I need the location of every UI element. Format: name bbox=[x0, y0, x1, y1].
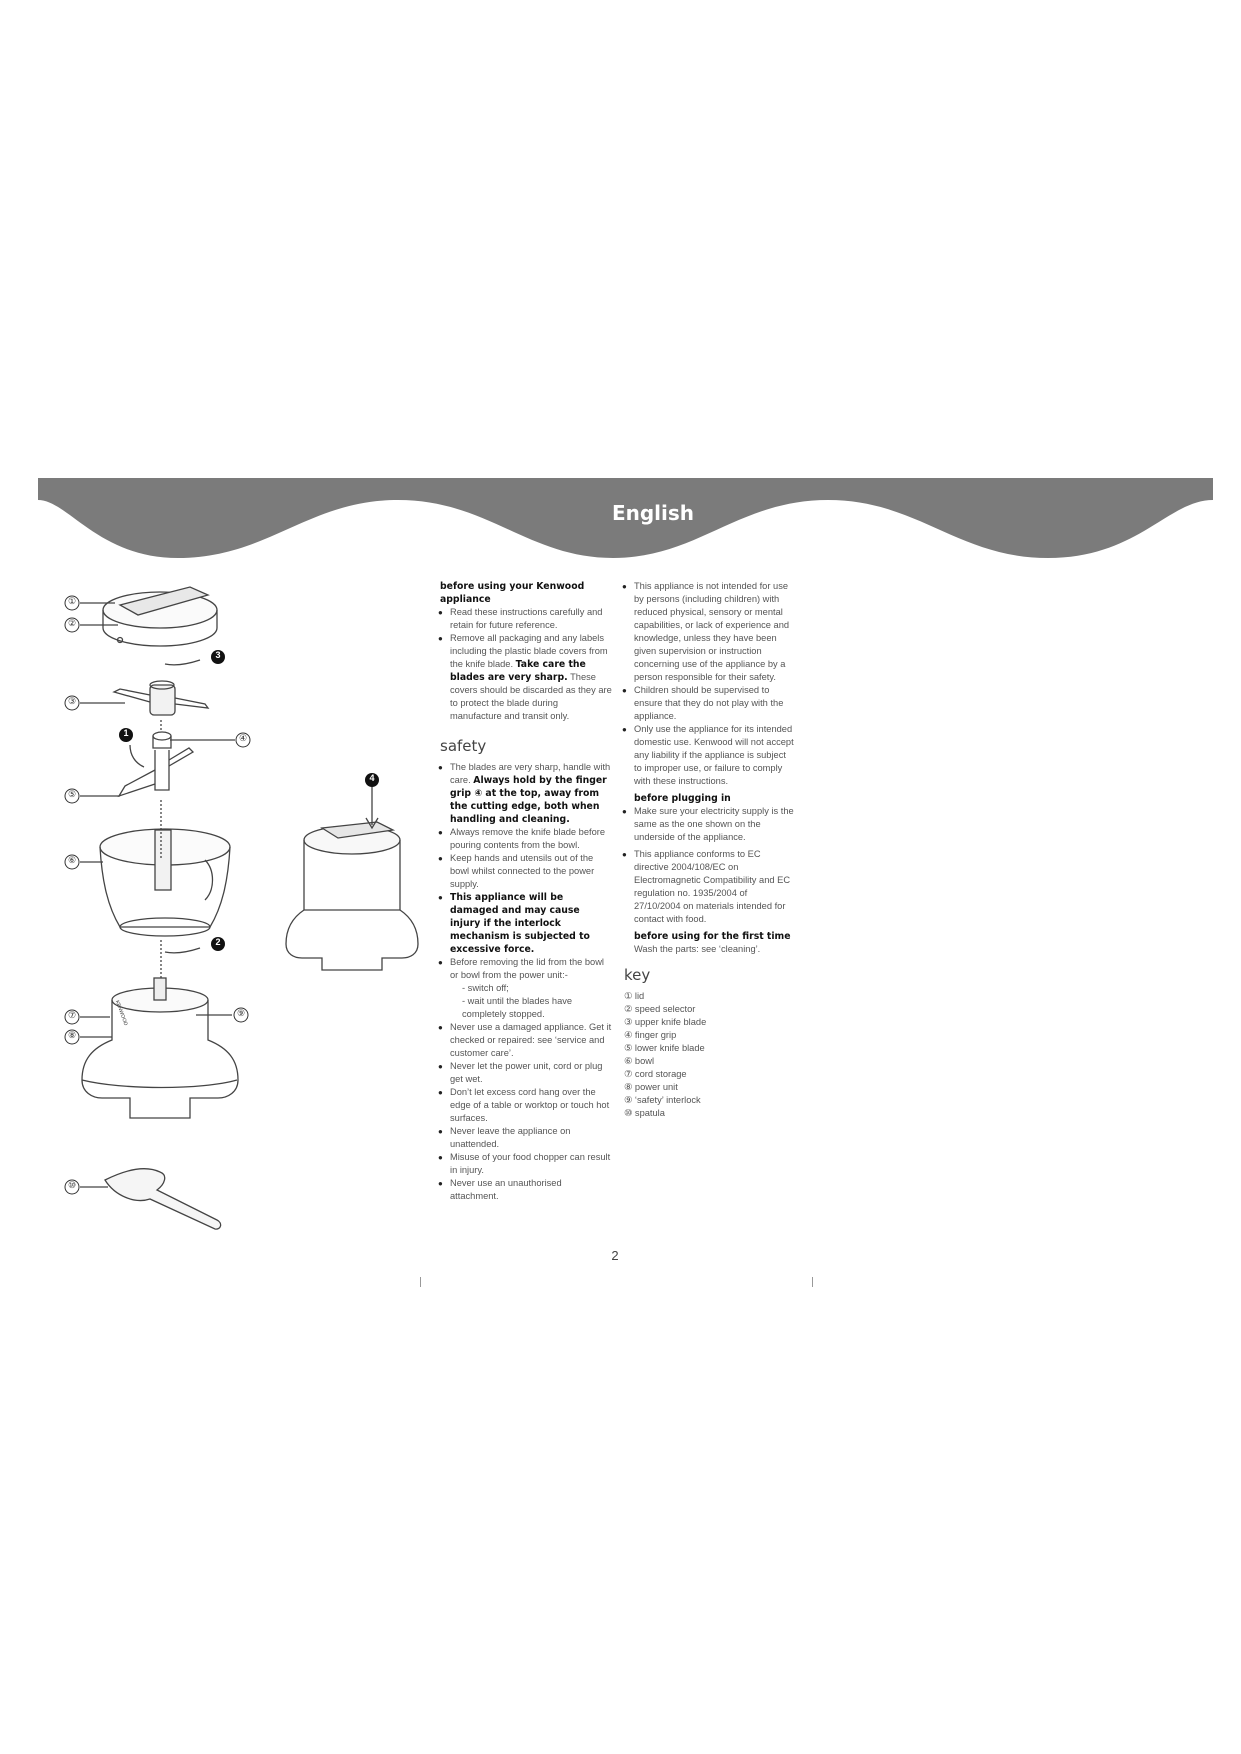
callout-10: ⑩ bbox=[67, 1180, 77, 1190]
exploded-diagram bbox=[0, 560, 430, 1240]
callout-8: ⑧ bbox=[67, 1030, 77, 1040]
column-left bbox=[440, 580, 612, 1203]
list-item: ● This appliance is not intended for use by persons (including children) with reduced physical, sensory or mental capabilities, or lack of experience and knowledge, unless they have been given supervision or instruction concerning use of the appliance by a person responsible for their safety. bbox=[624, 580, 794, 684]
heading-before-using: before using your Kenwood appliance bbox=[440, 581, 585, 605]
key-item: ④ finger grip bbox=[624, 1030, 677, 1040]
key-item: ② speed selector bbox=[624, 1004, 696, 1014]
list-item: ● This appliance will be damaged and may cause injury if the interlock mechanism is subjected to excessive force. bbox=[440, 891, 612, 956]
sub-item: - switch off; bbox=[462, 983, 509, 993]
list-item: ● Never use an unauthorised attachment. bbox=[440, 1177, 612, 1203]
list-item: ● Children should be supervised to ensure that they do not play with the appliance. bbox=[624, 684, 794, 723]
fold-mark-left bbox=[420, 1277, 421, 1287]
list-item: ● Never leave the appliance on unattended. bbox=[440, 1125, 612, 1151]
list-item: ● Make sure your electricity supply is the same as the one shown on the underside of the appliance. bbox=[624, 805, 794, 844]
assembled-unit-drawing bbox=[286, 787, 418, 970]
plugging-list bbox=[624, 805, 794, 926]
sub-item: - wait until the blades have completely stopped. bbox=[462, 996, 573, 1019]
header-banner bbox=[38, 478, 1213, 568]
list-item: ● Always remove the knife blade before pouring contents from the bowl. bbox=[440, 826, 612, 852]
page-number: 2 bbox=[611, 1248, 619, 1263]
heading-safety: safety bbox=[440, 737, 487, 755]
key-item: ⑧ power unit bbox=[624, 1082, 678, 1092]
step-1: 1 bbox=[123, 728, 129, 738]
list-item: ● Keep hands and utensils out of the bowl whilst connected to the power supply. bbox=[440, 852, 612, 891]
upper-blade-drawing bbox=[114, 681, 208, 715]
step-3: 3 bbox=[215, 650, 221, 660]
lid-drawing bbox=[103, 587, 217, 646]
callout-6: ⑥ bbox=[67, 855, 77, 865]
key-item: ⑦ cord storage bbox=[624, 1069, 687, 1079]
list-item: ● Never let the power unit, cord or plug get wet. bbox=[440, 1060, 612, 1086]
column-right bbox=[624, 580, 794, 1120]
finger-grip-drawing bbox=[153, 732, 171, 748]
before-using-list bbox=[440, 606, 612, 723]
spatula-drawing bbox=[105, 1169, 221, 1229]
list-item: ● Misuse of your food chopper can result in injury. bbox=[440, 1151, 612, 1177]
power-unit-drawing bbox=[82, 978, 238, 1118]
lower-blade-drawing bbox=[119, 748, 193, 796]
callout-7: ⑦ bbox=[67, 1010, 77, 1020]
heading-key: key bbox=[624, 966, 651, 984]
bowl-drawing bbox=[100, 829, 230, 936]
callout-9: ⑨ bbox=[236, 1008, 246, 1018]
key-item: ⑤ lower knife blade bbox=[624, 1043, 705, 1053]
safety-list bbox=[440, 761, 612, 1203]
list-item: ● The blades are very sharp, handle with care. Always hold by the finger grip ④ at the top, away from the cutting edge, both when handling and cleaning. bbox=[440, 761, 612, 826]
key-item: ⑩ spatula bbox=[624, 1108, 665, 1118]
page-title: English bbox=[611, 501, 695, 525]
brand-mark: KENWOOD bbox=[113, 999, 129, 1027]
key-list bbox=[624, 990, 794, 1120]
list-item: ● Never use a damaged appliance. Get it checked or repaired: see ‘service and customer care’. bbox=[440, 1021, 612, 1060]
key-item: ③ upper knife blade bbox=[624, 1017, 707, 1027]
key-item: ① lid bbox=[624, 991, 645, 1001]
list-item: ● Don’t let excess cord hang over the edge of a table or worktop or touch hot surfaces. bbox=[440, 1086, 612, 1125]
list-item: ● Only use the appliance for its intended domestic use. Kenwood will not accept any liability if the appliance is subject to improper use, or failure to comply with these instructions. bbox=[624, 723, 794, 788]
heading-before-plugging: before plugging in bbox=[634, 793, 731, 804]
callout-4: ④ bbox=[238, 733, 248, 743]
callout-3: ③ bbox=[67, 696, 77, 706]
list-item: ● Read these instructions carefully and retain for future reference. bbox=[440, 606, 612, 632]
safety-list-continued bbox=[624, 580, 794, 788]
list-item: ● Remove all packaging and any labels including the plastic blade covers from the knife blade. Take care the blades are very sharp. These covers should be discarded as they are to protect the blade during manufacture and transit only. bbox=[440, 632, 612, 723]
callout-5: ⑤ bbox=[67, 789, 77, 799]
key-item: ⑥ bowl bbox=[624, 1056, 655, 1066]
key-item: ⑨ ‘safety’ interlock bbox=[624, 1095, 701, 1105]
list-item: ● This appliance conforms to EC directive 2004/108/EC on Electromagnetic Compatibility and EC regulation no. 1935/2004 of 27/10/2004 on materials intended for contact with food. bbox=[624, 848, 794, 926]
callout-1: ① bbox=[67, 596, 77, 606]
list-item: ● Before removing the lid from the bowl or bowl from the power unit:- - switch off; - wait until the blades have completely stopped. bbox=[440, 956, 612, 1021]
step-2: 2 bbox=[215, 937, 221, 947]
heading-first-time: before using for the first time bbox=[634, 931, 791, 942]
callout-2: ② bbox=[67, 618, 77, 628]
fold-mark-right bbox=[812, 1277, 813, 1287]
step-4: 4 bbox=[369, 773, 375, 783]
first-time-text: Wash the parts: see ‘cleaning’. bbox=[634, 944, 761, 954]
